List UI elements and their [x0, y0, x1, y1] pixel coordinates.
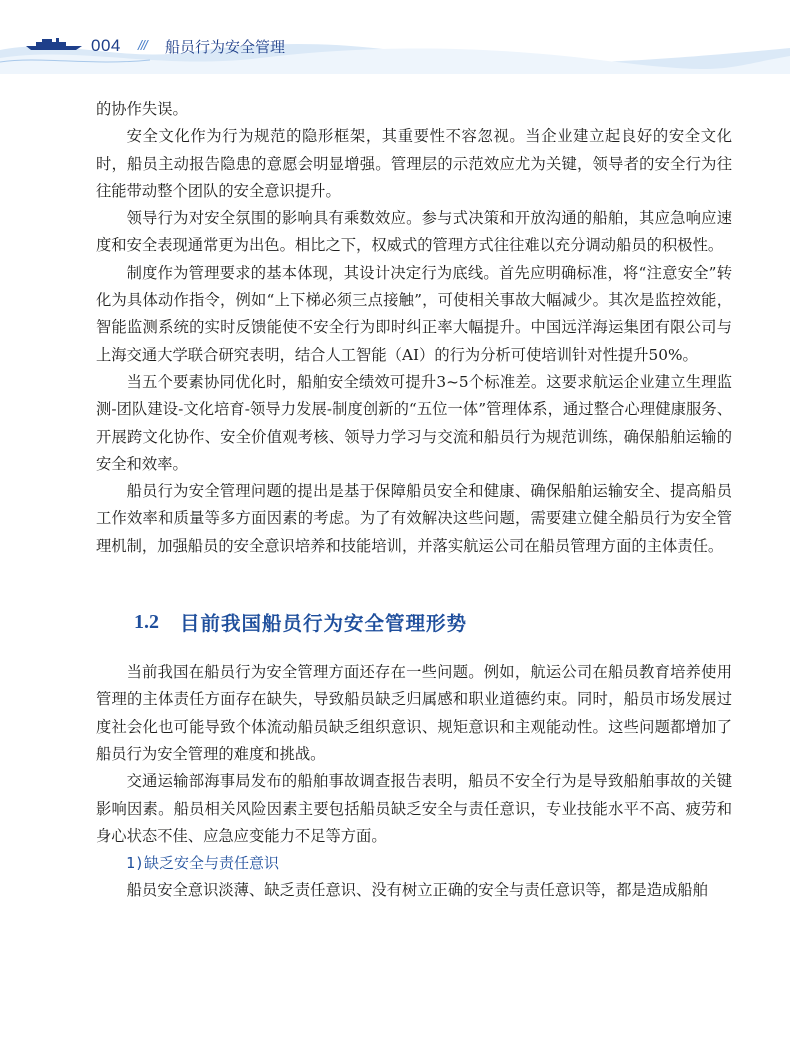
paragraph: 交通运输部海事局发布的船舶事故调查报告表明，船员不安全行为是导致船舶事故的关键影响因素。船员相关风险因素主要包括船员缺乏安全与责任意识，专业技能水平不高、疲劳和身心状态不佳、应急应变能力不足等方面。 — [96, 772, 732, 845]
paragraph: 当前我国在船员行为安全管理方面还存在一些问题。例如，航运公司在船员教育培养使用管理的主体责任方面存在缺失，导致船员缺乏归属感和职业道德约束。同时，船员市场发展过度社会化也可能导致个体流动船员缺乏组织意识、规矩意识和主观能动性。这些问题都增加了船员行为安全管理的难度和挑战。 — [96, 663, 732, 763]
paragraph: 的协作失误。 — [96, 100, 188, 118]
paragraph: 安全文化作为行为规范的隐形框架，其重要性不容忽视。当企业建立起良好的安全文化时，船员主动报告隐患的意愿会明显增强。管理层的示范效应尤为关键，领导者的安全行为往往能带动整个团队的安全意识提升。 — [96, 127, 732, 200]
subheading: 1)缺乏安全与责任意识 — [126, 854, 280, 873]
section-number: 1.2 — [134, 610, 159, 633]
page-number: 004 — [91, 36, 121, 55]
paragraph: 当五个要素协同优化时，船舶安全绩效可提升3~5个标准差。这要求航运企业建立生理监测-团队建设-文化培育-领导力发展-制度创新的“五位一体”管理体系，通过整合心理健康服务、开展跨文化协作、安全价值观考核、领导力学习与交流和船员行为规范训练，确保船舶运输的安全和效率。 — [96, 372, 732, 473]
page-header — [0, 0, 790, 74]
paragraph: 制度作为管理要求的基本体现，其设计决定行为底线。首先应明确标准，将“注意安全”转化为具体动作指令，例如“上下梯必须三点接触”，可使相关事故大幅减少。其次是监控效能，智能监测系统的实时反馈能使不安全行为即时纠正率大幅提升。中国远洋海运集团有限公司与上海交通大学联合研究表明，结合人工智能（AI）的行为分析可使培训针对性提升50%。 — [96, 263, 732, 364]
running-title: 船员行为安全管理 — [165, 38, 286, 56]
paragraph: 船员安全意识淡薄、缺乏责任意识、没有树立正确的安全与责任意识等，都是造成船舶 — [126, 881, 708, 900]
ship-icon — [24, 37, 84, 51]
header-separator: /// — [138, 37, 147, 53]
paragraph: 领导行为对安全氛围的影响具有乘数效应。参与式决策和开放沟通的船舶，其应急响应速度和安全表现通常更为出色。相比之下，权威式的管理方式往往难以充分调动船员的积极性。 — [96, 209, 732, 255]
section-heading — [96, 604, 732, 640]
page-body — [96, 96, 732, 905]
paragraph: 船员行为安全管理问题的提出是基于保障船员安全和健康、确保船舶运输安全、提高船员工作效率和质量等多方面因素的考虑。为了有效解决这些问题，需要建立健全船员行为安全管理机制，加强船员的安全意识培养和技能培训，并落实航运公司在船员管理方面的主体责任。 — [96, 482, 732, 555]
section-title: 目前我国船员行为安全管理形势 — [180, 612, 468, 636]
